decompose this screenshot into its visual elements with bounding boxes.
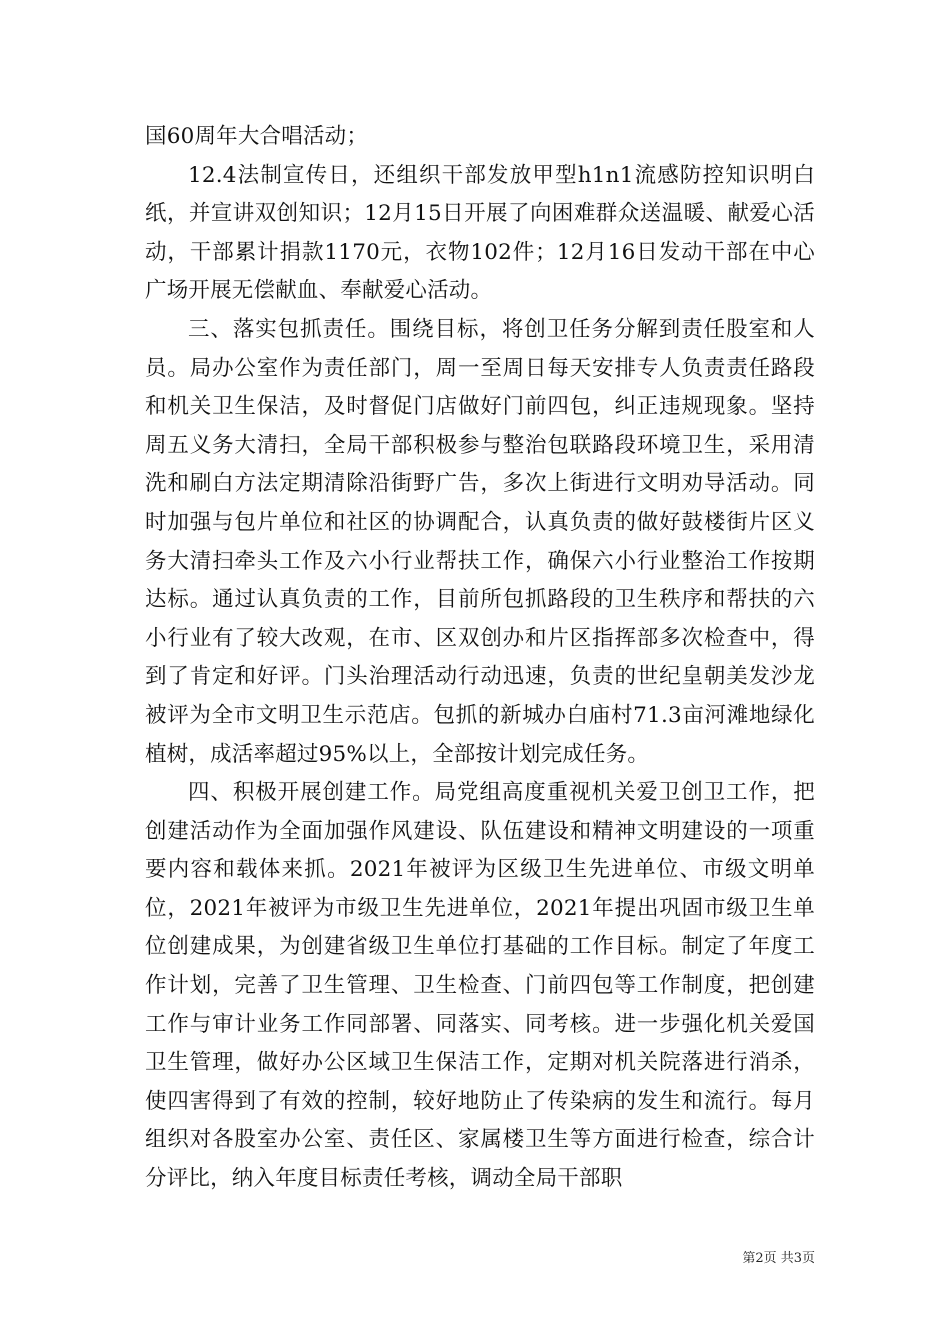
paragraph-section-three: 三、落实包抓责任。围绕目标，将创卫任务分解到责任股室和人员。局办公室作为责任部门，周一至周日每天安排专人负责责任路段和机关卫生保洁，及时督促门店做好门前四包，纠正违规现象。坚持周五义务大清扫，全局干部积极参与整治包联路段环境卫生，采用清洗和刷白方法定期清除沿街野广告，多次上街进行文明劝导活动。同时加强与包片单位和社区的协调配合，认真负责的做好鼓楼街片区义务大清扫牵头工作及六小行业帮扶工作，确保六小行业整治工作按期达标。通过认真负责的工作，目前所包抓路段的卫生秩序和帮扶的六小行业有了较大改观，在市、区双创办和片区指挥部多次检查中，得到了肯定和好评。门头治理活动行动迅速，负责的世纪皇朝美发沙龙被评为全市文明卫生示范店。包抓的新城办白庙村71.3亩河滩地绿化植树，成活率超过95%以上，全部按计划完成任务。 (145, 316, 815, 767)
page-number-footer: 第2页 共3页 (742, 1251, 815, 1266)
document-body (145, 118, 815, 1199)
paragraph-publicity-activities: 12.4法制宣传日，还组织干部发放甲型h1n1流感防控知识明白纸，并宣讲双创知识；12月15日开展了向困难群众送温暖、献爱心活动，干部累计捐款1170元，衣物102件；12月16日发动干部在中心广场开展无偿献血、奉献爱心活动。 (145, 162, 815, 304)
paragraph-section-four: 四、积极开展创建工作。局党组高度重视机关爱卫创卫工作，把创建活动作为全面加强作风建设、队伍建设和精神文明建设的一项重要内容和载体来抓。2021年被评为区级卫生先进单位、市级文明单位，2021年被评为市级卫生先进单位，2021年提出巩固市级卫生单位创建成果，为创建省级卫生单位打基础的工作目标。制定了年度工作计划，完善了卫生管理、卫生检查、门前四包等工作制度，把创建工作与审计业务工作同部署、同落实、同考核。进一步强化机关爱国卫生管理，做好办公区域卫生保洁工作，定期对机关院落进行消杀，使四害得到了有效的控制，较好地防止了传染病的发生和流行。每月组织对各股室办公室、责任区、家属楼卫生等方面进行检查，综合计分评比，纳入年度目标责任考核，调动全局干部职 (145, 780, 815, 1192)
paragraph-continuation: 国60周年大合唱活动； (145, 124, 369, 149)
